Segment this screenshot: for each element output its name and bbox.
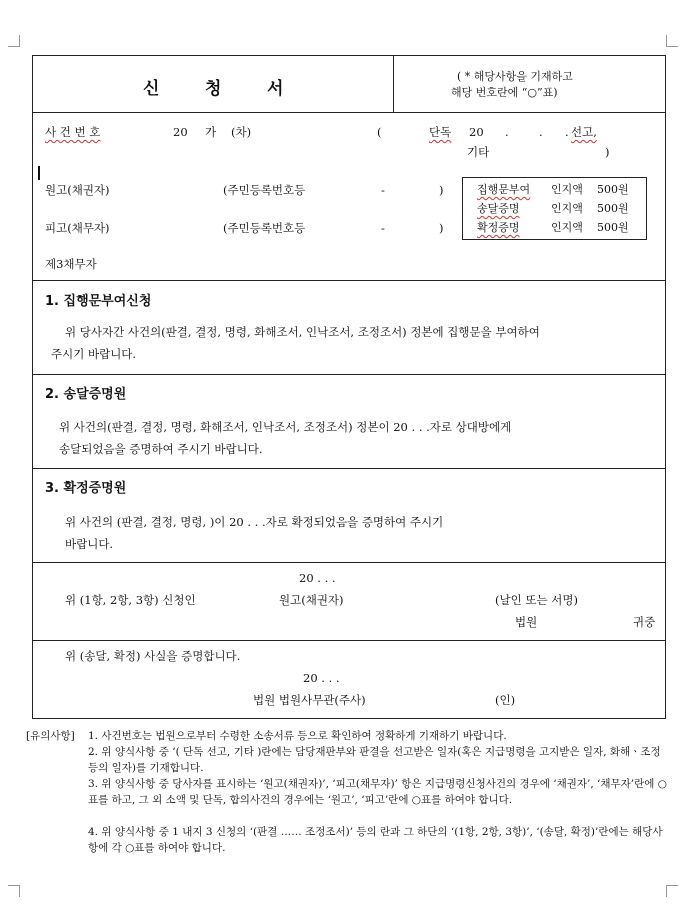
- title-char: 청: [205, 79, 222, 99]
- certify-seal: (인): [495, 693, 516, 707]
- application-form: [32, 55, 666, 719]
- title-char: 신: [143, 79, 160, 99]
- case-gita: 기타: [467, 145, 490, 159]
- defendant-reg: (주민등록번호등: [223, 221, 306, 235]
- applicant-date: 20 . . .: [299, 571, 336, 585]
- title-divider: [393, 56, 394, 112]
- applicant-court: 법원: [515, 615, 538, 629]
- divider: [33, 280, 665, 281]
- case-close-paren: ): [605, 145, 610, 159]
- note-item: 3. 위 양식사항 중 당사자를 표시하는 ‘원고(채권자)’, ‘피고(채무자)’ 항은 지급명령신청사건의 경우에 ‘채권자’, ‘채무자’란에 ○표를 하고, 그 외 소액 및 단독, 합의사건의 경우에는 ‘원고’, ‘피고’란에 ○표를 하여야 합니다.: [88, 778, 667, 806]
- fee-name: 확정증명: [477, 221, 520, 234]
- note-item: 1. 사건번호는 법원으로부터 수령한 소송서류 등으로 확인하여 정확하게 기재하기 바랍니다.: [88, 730, 507, 742]
- section-text: 위 사건의 (판결, 결정, 명령, )이 20 . . .자로 확정되었음을 증명하여 주시기: [65, 515, 444, 529]
- title-char: 서: [267, 79, 284, 99]
- fee-stamp: 인지액: [551, 221, 583, 234]
- mark-note-line1: ( * 해당사항을 기재하고: [457, 70, 573, 83]
- divider: [33, 112, 665, 113]
- case-year: 20: [173, 125, 188, 139]
- notes-label: [유의사항]: [26, 730, 75, 742]
- fee-box: [462, 177, 647, 240]
- fee-stamp: 인지액: [551, 202, 583, 215]
- applicant-role: 원고(채권자): [279, 593, 344, 607]
- case-danok: 단독: [429, 125, 452, 139]
- note-item: 4. 위 양식사항 중 1 내지 3 신청의 ‘(판결 …… 조정조서)’ 등의 란과 그 하단의 ‘(1항, 2항, 3항)’, ‘(송달, 확정)’란에는 해당사항에 각 ○표를 하여야 합니다.: [88, 826, 663, 854]
- plaintiff-label: 원고(채권자): [45, 183, 110, 197]
- section-heading: 2. 송달증명원: [45, 387, 127, 402]
- divider: [33, 640, 665, 641]
- fee-amount: 500원: [597, 202, 629, 215]
- section-text: 주시기 바랍니다.: [51, 347, 137, 361]
- section-text: 바랍니다.: [65, 537, 114, 551]
- fee-name: 집행문부여: [477, 183, 531, 196]
- divider: [33, 468, 665, 469]
- crop-mark-bottom-left: [8, 885, 20, 897]
- case-twenty: 20: [469, 125, 484, 139]
- fee-amount: 500원: [597, 183, 629, 196]
- case-dot: .: [505, 125, 509, 139]
- case-seongo: 선고,: [571, 125, 597, 139]
- case-cha: (차): [231, 125, 252, 139]
- crop-mark-top-right: [666, 35, 678, 47]
- divider: [33, 562, 665, 563]
- section-heading: 3. 확정증명원: [45, 481, 127, 496]
- applicant-label: 위 (1항, 2항, 3항) 신청인: [65, 593, 196, 607]
- case-dot: .: [565, 125, 569, 139]
- section-text: 위 당사자간 사건의(판결, 결정, 명령, 화해조서, 인낙조서, 조정조서) 정본에 집행문을 부여하여: [65, 325, 540, 339]
- fee-name: 송달증명: [477, 202, 520, 215]
- defendant-close: ): [439, 221, 444, 235]
- case-dot: .: [539, 125, 543, 139]
- fee-amount: 500원: [597, 221, 629, 234]
- crop-mark-top-left: [8, 35, 20, 47]
- section-text: 위 사건의(판결, 결정, 명령, 화해조서, 인낙조서, 조정조서) 정본이 20 . . .자로 상대방에게: [59, 420, 512, 434]
- note-item: 2. 위 양식사항 중 ‘( 단독 선고, 기타 )란에는 담당재판부와 판결을 선고받은 일자(혹은 지급명령을 고지받은 일자, 화해ㆍ조정 등의 일자)를 기재합니다.: [88, 746, 661, 774]
- plaintiff-reg: (주민등록번호등: [223, 183, 306, 197]
- defendant-label: 피고(채무자): [45, 221, 110, 235]
- crop-mark-bottom-right: [666, 885, 678, 897]
- section-text: 송달되었음을 증명하여 주시기 바랍니다.: [59, 442, 263, 456]
- case-ga: 가: [205, 125, 217, 139]
- applicant-seal: (날인 또는 서명): [495, 593, 578, 607]
- third-debtor-label: 제3채무자: [45, 257, 97, 271]
- case-open-paren: (: [377, 125, 382, 139]
- plaintiff-dash: -: [381, 183, 385, 197]
- text-cursor: [38, 166, 40, 180]
- form-title: [143, 74, 329, 99]
- fee-stamp: 인지액: [551, 183, 583, 196]
- certify-date: 20 . . .: [303, 671, 340, 685]
- defendant-dash: -: [381, 221, 385, 235]
- certify-text: 위 (송달, 확정) 사실을 증명합니다.: [65, 649, 241, 663]
- case-number-label: 사 건 번 호: [45, 125, 101, 139]
- plaintiff-close: ): [439, 183, 444, 197]
- certify-officer: 법원 법원사무관(주사): [253, 693, 366, 707]
- mark-note-line2: 해당 번호란에 “○”표): [451, 86, 558, 99]
- applicant-honor: 귀중: [633, 615, 656, 629]
- divider: [33, 374, 665, 375]
- section-heading: 1. 집행문부여신청: [45, 294, 152, 309]
